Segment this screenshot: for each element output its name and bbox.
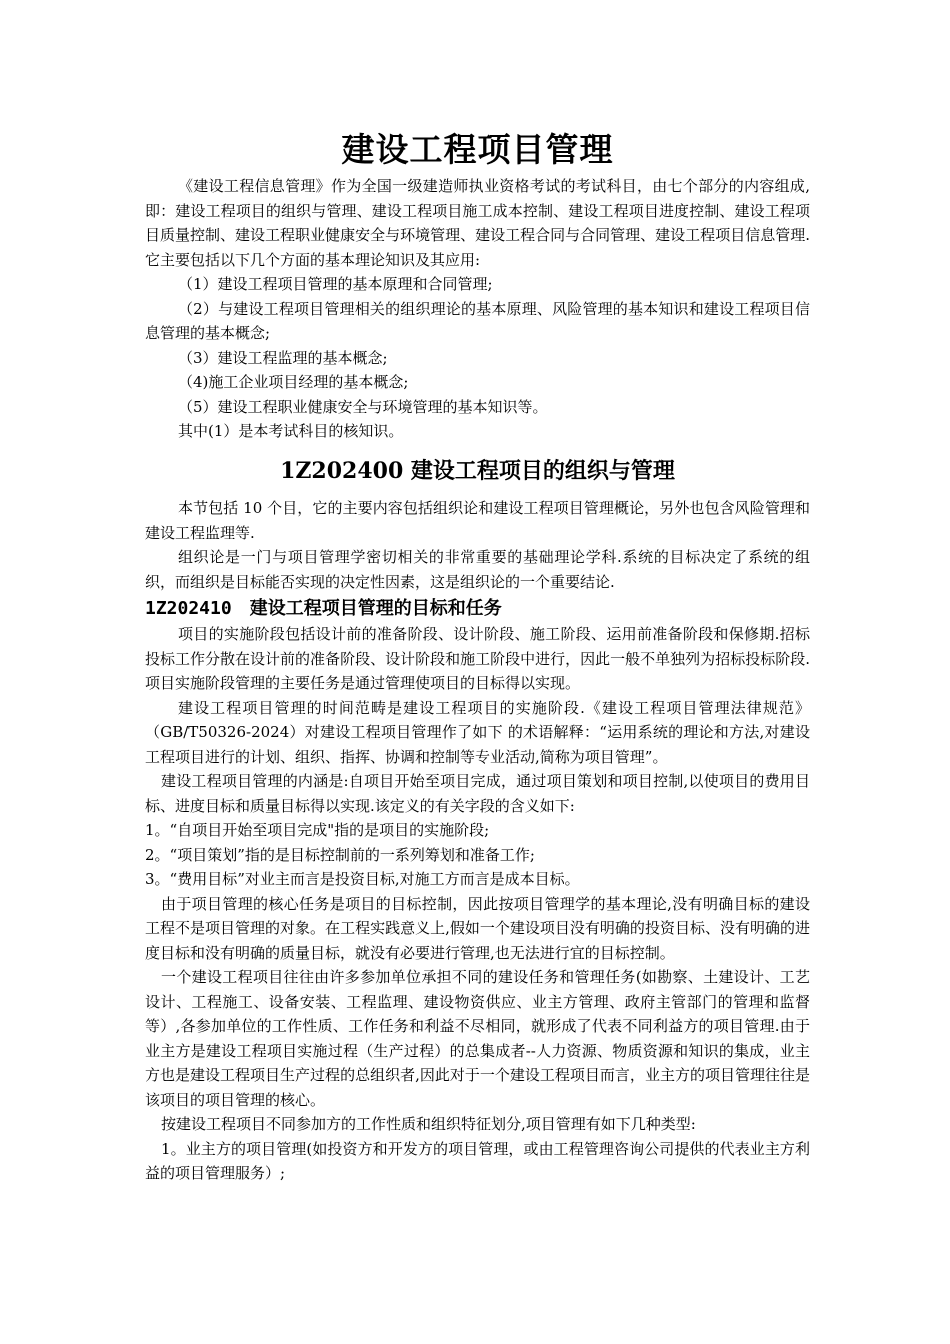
body-paragraph: 由于项目管理的核心任务是项目的目标控制，因此按项目管理学的基本理论,没有明确目标的建设工程不是项目管理的对象。在工程实践意义上,假如一个建设项目没有明确的投资目标、没有明确的进度目标和没有明确的质量目标，就没有必要进行管理,也无法进行宜的目标控制。 [145, 894, 810, 962]
body-paragraph: 建设工程项目管理的时间范畴是建设工程项目的实施阶段.《建设工程项目管理法律规范》（GB/T50326-2024）对建设工程项目管理作了如下 的术语解释：“运用系统的理论和方法,对建设工程项目进行的计划、组织、指挥、协调和控制等专业活动,简称为项目管理”。 [145, 698, 810, 766]
intro-list-item: （2）与建设工程项目管理相关的组织理论的基本原理、风险管理的基本知识和建设工程项目信息管理的基本概念; [145, 299, 810, 342]
section-title: 1Z202400 建设工程项目的组织与管理 [280, 458, 675, 484]
body-list-item: 2。“项目策划”指的是目标控制前的一系列筹划和准备工作; [145, 845, 535, 864]
intro-list-item: （5）建设工程职业健康安全与环境管理的基本知识等。 [178, 397, 548, 416]
intro-block [145, 174, 810, 444]
body-paragraph: 一个建设工程项目往往由许多参加单位承担不同的建设任务和管理任务(如勘察、土建设计、工艺设计、工程施工、设备安装、工程监理、建设物资供应、业主方管理、政府主管部门的管理和监督等）,各参加单位的工作性质、工作任务和利益不尽相同，就形成了代表不同利益方的项目管理.由于业主方是建设工程项目实施过程（生产过程）的总集成者--人力资源、物质资源和知识的集成，业主方也是建设工程项目生产过程的总组织者,因此对于一个建设工程项目而言，业主方的项目管理往往是该项目的项目管理的核心。 [145, 968, 810, 1109]
body-paragraph: 按建设工程项目不同参加方的工作性质和组织特征划分,项目管理有如下几种类型: [161, 1115, 696, 1133]
body-list-item: 1。“自项目开始至项目完成"指的是项目的实施阶段; [145, 821, 490, 839]
body-paragraph: 建设工程项目管理的内涵是:自项目开始至项目完成，通过项目策划和项目控制,以使项目的费用目标、进度目标和质量目标得以实现.该定义的有关字段的含义如下: [145, 772, 810, 815]
intro-note: 其中(1）是本考试科目的核知识。 [178, 422, 404, 440]
intro-list-item: （3）建设工程监理的基本概念; [178, 348, 388, 367]
body-paragraph: 项目的实施阶段包括设计前的准备阶段、设计阶段、施工阶段、运用前准备阶段和保修期.招标投标工作分散在设计前的准备阶段、设计阶段和施工阶段中进行，因此一般不单独列为招标投标阶段.项目实施阶段管理的主要任务是通过管理使项目的目标得以实现。 [145, 625, 810, 692]
intro-paragraph: 《建设工程信息管理》作为全国一级建造师执业资格考试的考试科目，由七个部分的内容组成,即：建设工程项目的组织与管理、建设工程项目施工成本控制、建设工程项目进度控制、建设工程项目质量控制、建设工程职业健康安全与环境管理、建设工程合同与合同管理、建设工程项目信息管理.它主要包括以下几个方面的基本理论知识及其应用: [145, 177, 810, 269]
section-paragraph: 本节包括 10 个目，它的主要内容包括组织论和建设工程项目管理概论，另外也包含风险管理和建设工程监理等. [145, 499, 810, 542]
intro-list-item: （1）建设工程项目管理的基本原理和合同管理; [178, 275, 493, 293]
subsection-title: 1Z202410 建设工程项目管理的目标和任务 [145, 598, 502, 619]
body-list-item: 3。“费用目标”对业主而言是投资目标,对施工方而言是成本目标。 [145, 870, 580, 888]
body-block [145, 622, 810, 1186]
intro-list-item: （4)施工企业项目经理的基本概念; [178, 373, 409, 391]
section-block [145, 496, 810, 594]
section-paragraph: 组织论是一门与项目管理学密切相关的非常重要的基础理论学科.系统的目标决定了系统的组织，而组织是目标能否实现的决定性因素，这是组织论的一个重要结论. [145, 548, 810, 591]
body-list-item: 1。业主方的项目管理(如投资方和开发方的项目管理，或由工程管理咨询公司提供的代表业主方利益的项目管理服务）; [145, 1139, 810, 1182]
document-title: 建设工程项目管理 [341, 130, 614, 169]
